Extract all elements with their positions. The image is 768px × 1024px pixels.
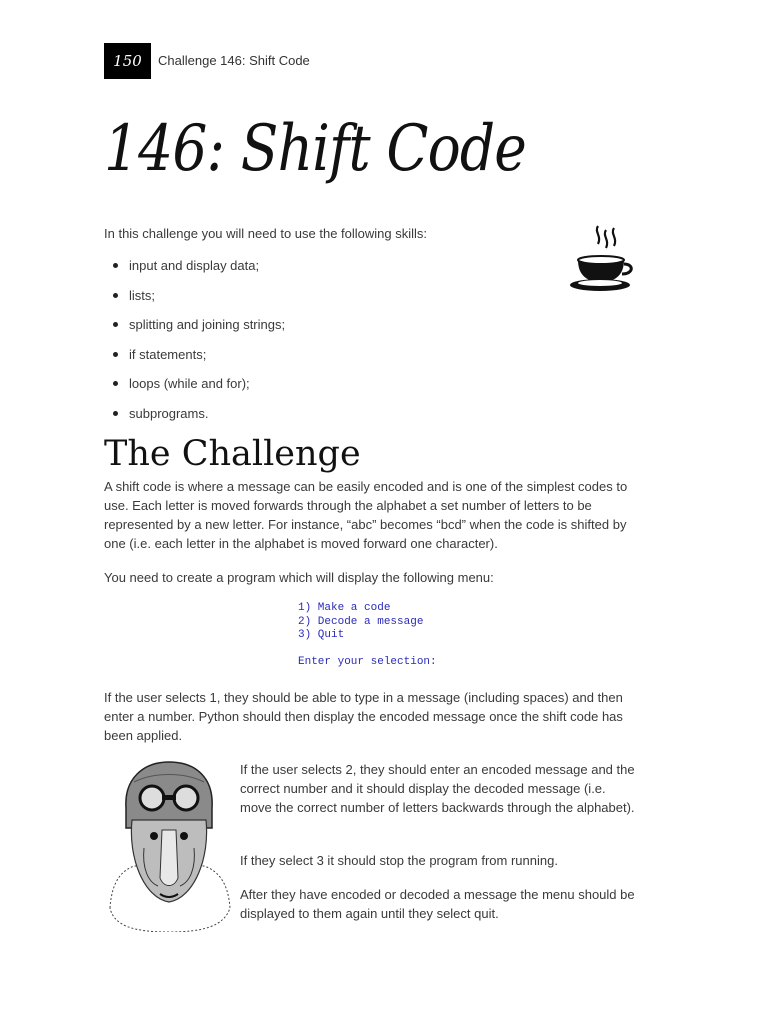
paragraph: If they select 3 it should stop the program from running.	[240, 853, 558, 868]
paragraph: After they have encoded or decoded a message the menu should be displayed to them again until they select quit.	[240, 887, 635, 921]
code-menu	[298, 602, 437, 669]
list-item: subprograms.	[104, 404, 285, 434]
skills-list	[104, 256, 285, 433]
baboon-aviator-illustration	[104, 758, 234, 932]
menu-line: 1) Make a code	[298, 602, 391, 614]
section-heading: The Challenge	[104, 434, 361, 474]
list-item: loops (while and for);	[104, 374, 285, 404]
running-header: Challenge 146: Shift Code	[158, 53, 310, 68]
paragraph: If the user selects 2, they should enter an encoded message and the correct number and it should display the decoded message (i.e. move the correct number of letters backwards through the alphabet).	[240, 762, 635, 815]
steaming-coffee-cup-icon	[566, 224, 636, 296]
page-title: 146: Shift Code	[104, 112, 526, 186]
paragraph: You need to create a program which will display the following menu:	[104, 570, 494, 585]
list-item: input and display data;	[104, 256, 285, 286]
list-item: if statements;	[104, 345, 285, 375]
page-number: 150	[113, 52, 142, 70]
list-item: lists;	[104, 286, 285, 316]
page-number-badge	[104, 43, 151, 79]
paragraph: If the user selects 1, they should be able to type in a message (including spaces) and then enter a number. Python should then display the encoded message once the shift code has been applied.	[104, 690, 623, 743]
menu-line: 3) Quit	[298, 629, 345, 641]
menu-line: 2) Decode a message	[298, 615, 424, 628]
paragraph: A shift code is where a message can be easily encoded and is one of the simplest codes to use. Each letter is moved forwards through the alphabet a set number of letters to be represented by a new letter. For instance, “abc” becomes “bcd” when the code is shifted by one (i.e. each letter in the alphabet is moved forward one character).	[104, 479, 628, 551]
menu-prompt: Enter your selection:	[298, 655, 437, 668]
intro-text: In this challenge you will need to use the following skills:	[104, 226, 428, 241]
list-item: splitting and joining strings;	[104, 315, 285, 345]
